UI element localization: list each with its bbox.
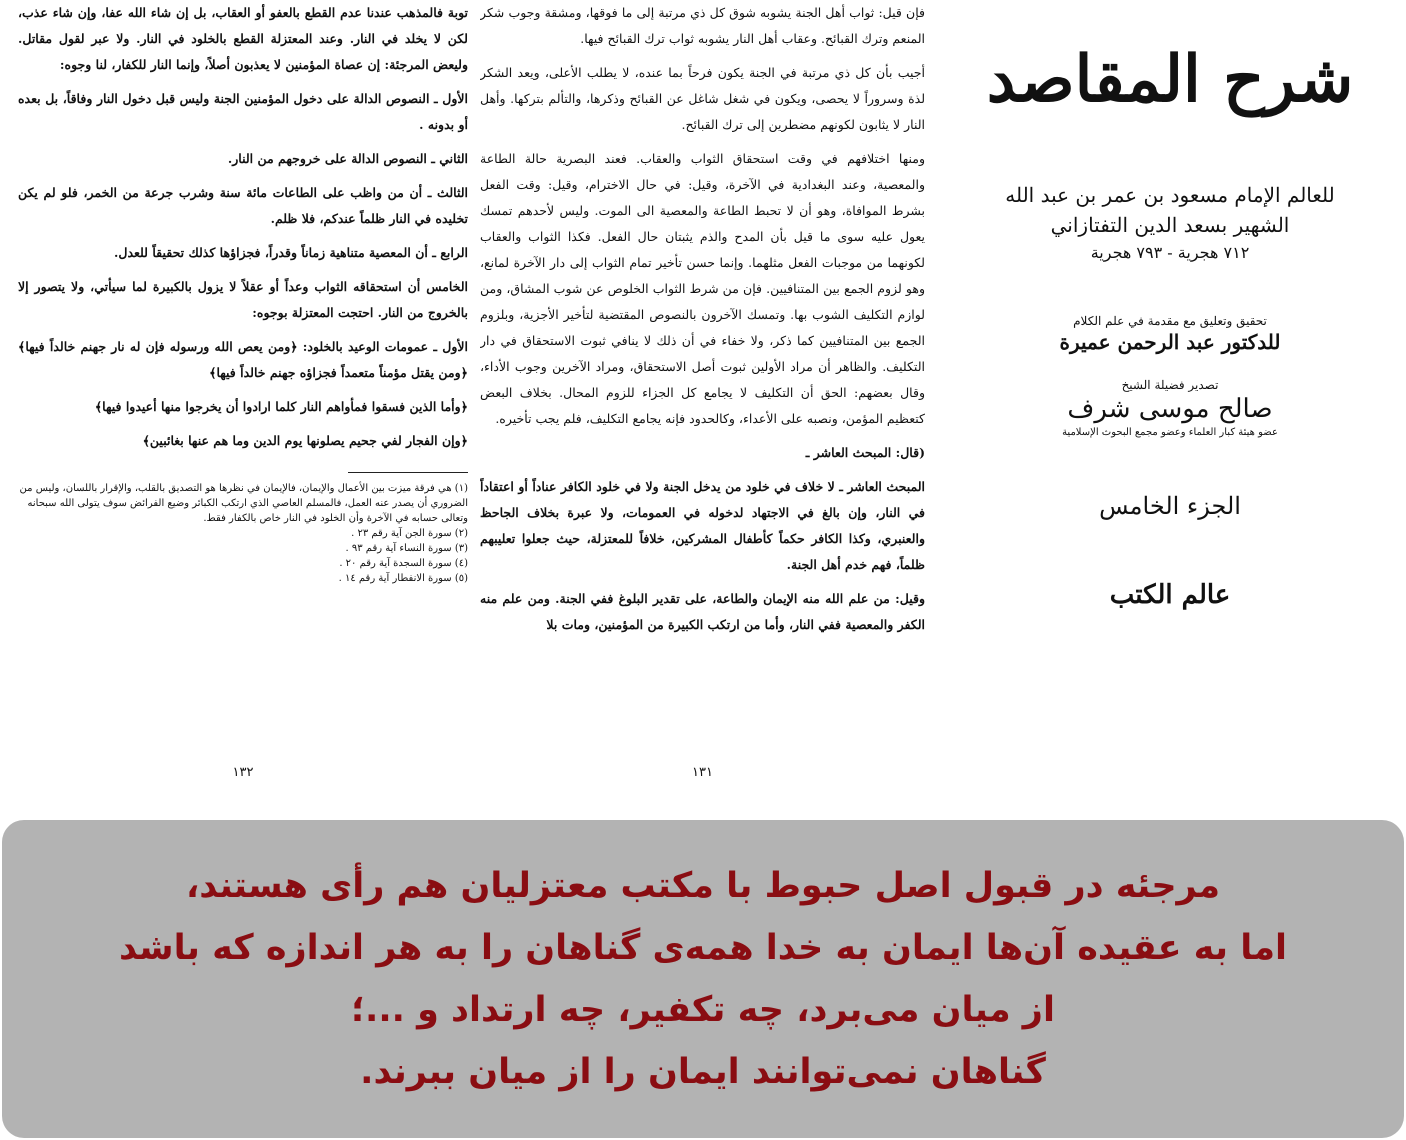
preface-label: تصدير فضيلة الشيخ (1121, 378, 1219, 392)
paragraph: الأول ـ النصوص الدالة على دخول المؤمنين الجنة وليس قبل دخول النار وفاقاً، بل بعده أو بدونه . (18, 91, 468, 132)
caption-line: اما به عقیده آن‌ها ایمان به خدا همه‌ی گناهان را به هر اندازه که باشد (118, 928, 1288, 968)
book-title: شرح المقاصد (986, 42, 1354, 117)
book-page-132 (18, 0, 468, 800)
book-page-131 (480, 0, 925, 800)
section-heading: (قال: المبحث العاشر ـ (805, 445, 925, 460)
paragraph: فإن قيل: ثواب أهل الجنة يشوبه شوق كل ذي مرتبة إلى ما فوقها، ومشقة وجوب شكر المنعم وترك القبائح. وعقاب أهل النار يشوبه ثواب ترك القبائح فيها. (480, 5, 925, 46)
caption-box (2, 820, 1404, 1138)
paragraph: الخامس أن استحقاقه الثواب وعداً أو عقلاً لا يزول بالكبيرة لما سيأتي، ولا يتصور إلا بالخروج من النار. احتجت المعتزلة بوجوه: (18, 279, 468, 320)
footnote: (١) هي فرقة ميزت بين الأعمال والإيمان، فالإيمان في نظرها هو التصديق بالقلب، والإقرار باللسان، وليس من الضروري أن يصدر عنه العمل، فالمسلم العاصي الذي ارتكب الكبائر وضيع الفرائض سوف يتولى الله سبحانه وتعالى حسابه في الآخرة وأن الخلود في النار خاص بالكفار فقط. (19, 483, 468, 524)
paragraph: الثاني ـ النصوص الدالة على خروجهم من النار. (227, 151, 468, 166)
footnote: (٤) سورة السجدة آية رقم ٢٠ . (339, 558, 468, 569)
paragraph: ﴿وأما الذين فسقوا فمأواهم النار كلما ارادوا أن يخرجوا منها أعيدوا فيها﴾ (94, 399, 468, 414)
paragraph: الأول ـ عمومات الوعيد بالخلود: ﴿ومن يعص الله ورسوله فإن له نار جهنم خالداً فيها﴾ ﴿ومن يقتل مؤمناً متعمداً فجزاؤه جهنم خالداً فيها﴾ (18, 339, 468, 380)
paragraph: الثالث ـ أن من واظب على الطاعات مائة سنة وشرب جرعة من الخمر، فلو لم يكن تخليده في النار ظلماً عندكم، فلا ظلم. (18, 185, 468, 226)
book-cover (950, 0, 1390, 800)
paragraph: ومنها اختلافهم في وقت استحقاق الثواب والعقاب. فعند البصرية حالة الطاعة والمعصية، وعند البغدادية في الآخرة، وقيل: في حال الاخترام، وقيل: وقت الفعل بشرط الموافاة، وهو أن لا تحبط الطاعة والمعصية الى الموت. وليس لأحدهم تمسك يعول عليه سوى ما قيل بأن المدح والذم يثبتان حال الفعل. فكذا الثواب والعقاب لكونهما من موجبات الفعل مثلهما. وإنما حسن تأخير تمام الثواب إلى دار الآخرة لمانع، وهو لزوم الجمع بين المتنافيين. فإن من شرط الثواب الخلوص عن شوب المشاق، ومن لوازم التكليف الشوب بها. وتمسك الآخرون بالنصوص المقتضية لتأخير الأجزية، وبلزوم الجمع بين المتنافيين كما ذكر، ولا خفاء في أن ذلك لا ينافي ثبوت الاستحقاق في دار التكليف. والظاهر أن مراد الأولين ثبوت أصل الاستحقاق، ومراد الآخرين وجوب الأداء، وقال بعضهم: الحق أن التكليف لا يجامع كل الجزاء للزوم المحال. بخلاف البعض كتعظيم المؤمن، ونصبه على الأعداء، وكالحدود فإنه يجامع التكليف، فلم يجب تأخيره. (480, 151, 925, 426)
editor-label: تحقيق وتعليق مع مقدمة في علم الكلام (1073, 314, 1267, 328)
paragraph: ﴿وإن الفجار لفي جحيم يصلونها يوم الدين وما هم عنها بغائبين﴾ (142, 433, 468, 448)
author-dates: ٧١٢ هجرية - ٧٩٣ هجرية (1090, 243, 1250, 262)
footnote: (٣) سورة النساء آية رقم ٩٣ . (345, 543, 468, 554)
paragraph: الرابع ـ أن المعصية متناهية زماناً وقدراً، فجزاؤها كذلك تحقيقاً للعدل. (114, 245, 468, 260)
editor-name: للدكتور عبد الرحمن عميرة (1059, 330, 1281, 354)
caption-line: گناهان نمی‌توانند ایمان را از میان ببرند. (360, 1052, 1046, 1092)
footnote-divider (348, 472, 468, 473)
paragraph-highlighted: المبحث العاشر ـ لا خلاف في خلود من يدخل الجنة ولا في خلود الكافر عناداً أو اعتقاداً في النار، وإن بالغ في الاجتهاد لدخوله في العمومات، ولا عبرة بخلاف الجاحظ والعنبري، وكذا الكافر حكماً كأطفال المشركين، خلافاً للمعتزلة، حيث جعلوا تعليبهم ظلماً، فهم خدم أهل الجنة. (480, 479, 925, 572)
publisher-logo: عالم الكتب (1109, 580, 1231, 610)
paragraph-highlighted: وقيل: من علم الله منه الإيمان والطاعة، على تقدير البلوغ ففي الجنة. ومن علم منه الكفر والمعصية ففي النار، وأما من ارتكب الكبيرة من المؤمنين، ومات بلا (480, 591, 925, 632)
paragraph: أجيب بأن كل ذي مرتبة في الجنة يكون فرحاً بما عنده، لا يطلب الأعلى، ويعد الشكر لذة وسروراً لا يحصى، ويكون في شغل شاغل عن القبائح وذكرها، والتألم بتركها. وأهل النار لا يثابون لكونهم مضطرين إلى ترك القبائح. (480, 65, 925, 132)
author-line: الشهير بسعد الدين التفتازاني (1050, 213, 1290, 237)
caption-line: از میان می‌برد، چه تکفیر، چه ارتداد و ...؛ (351, 990, 1055, 1030)
preface-role: عضو هيئة كبار العلماء وعضو مجمع البحوث الإسلامية (1062, 427, 1278, 438)
author-line: للعالم الإمام مسعود بن عمر بن عبد الله (1005, 183, 1335, 207)
footnote: (٥) سورة الانفطار آية رقم ١٤ . (338, 573, 468, 584)
volume-label: الجزء الخامس (1099, 492, 1241, 520)
paragraph: توبة فالمذهب عندنا عدم القطع بالعفو أو العقاب، بل إن شاء الله عفا، وإن شاء عذب، لكن لا يخلد في النار. وعند المعتزلة القطع بالخلود في النار. ولا عبر لقول مقاتل. وليعض المرجئة: إن عصاة المؤمنين لا يعذبون أصلاً، وإنما النار للكفار، لنا وجوه: (18, 5, 468, 72)
page-number: ١٣١ (692, 765, 713, 780)
page-number: ١٣٢ (232, 765, 254, 780)
footnote: (٢) سورة الجن آية رقم ٢٣ . (351, 528, 468, 539)
caption-line: مرجئه در قبول اصل حبوط با مکتب معتزلیان هم رأی هستند، (185, 866, 1220, 906)
preface-name: صالح موسى شرف (1067, 394, 1273, 424)
